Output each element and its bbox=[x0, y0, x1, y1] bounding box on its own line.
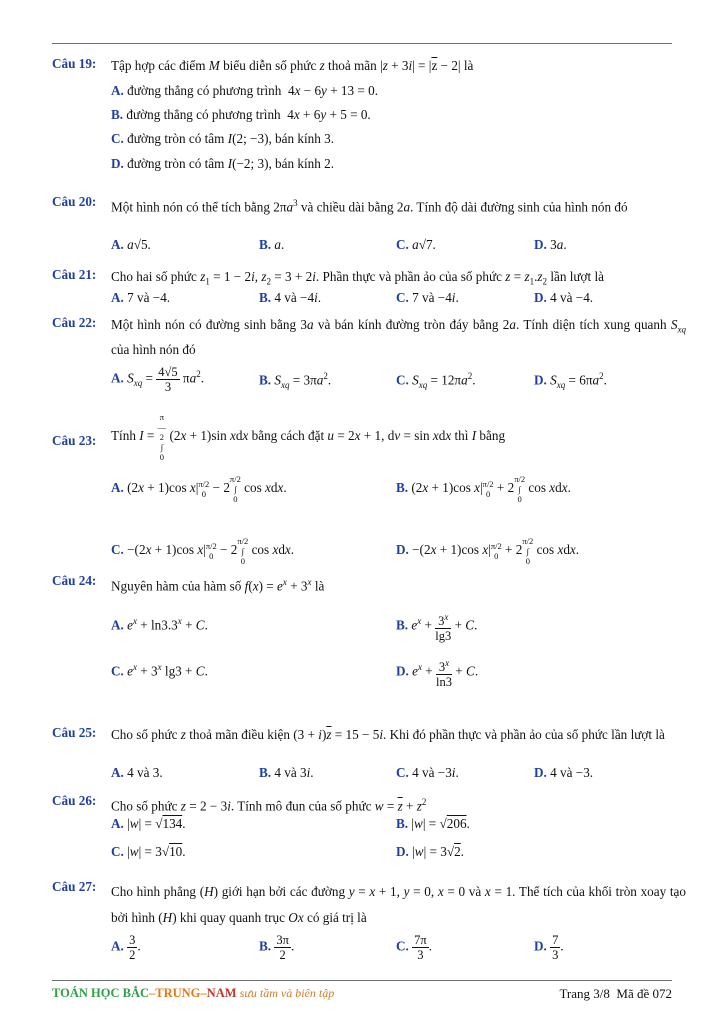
footer-rule bbox=[52, 980, 672, 981]
question-24 bbox=[52, 573, 686, 690]
question-label: Câu 24: bbox=[52, 573, 97, 588]
option-a[interactable]: A. a√5. bbox=[111, 237, 151, 252]
option-a[interactable]: A. đường thẳng có phương trình 4x − 6y + 13 = 0. bbox=[111, 83, 379, 98]
option-a[interactable]: A. $S_{xq}$ = $\frac{4√5}{3}$ $\pi a^2$. bbox=[111, 365, 204, 394]
question-text: Cho hình phẳng (H) giới hạn bởi các đường y = x + 1, y = 0, x = 0 và x = 1. Thể tích của khối tròn xoay tạo bởi hình (H) khi quay quanh trục Ox có giá trị là bbox=[111, 884, 686, 925]
option-d[interactable]: D. $\frac{7}{3}$ . bbox=[534, 933, 564, 962]
question-19 bbox=[52, 56, 686, 171]
option-c[interactable]: C. đường tròn có tâm I(2; −3), bán kính 3. bbox=[111, 131, 335, 146]
question-text: Nguyên hàm của hàm số $f(x) = e^x + 3^x$ là bbox=[111, 577, 325, 594]
question-26 bbox=[52, 793, 686, 859]
option-b[interactable]: B. $e^x$ + $\frac{3^x}{\lg 3}$ + C. bbox=[396, 612, 478, 644]
question-label: Câu 21: bbox=[52, 267, 97, 282]
option-a[interactable]: A. $e^x + \ln 3.3^x + C$. bbox=[111, 616, 208, 633]
question-label: Câu 19: bbox=[52, 56, 97, 71]
brand-dash: – bbox=[149, 986, 156, 1000]
question-label: Câu 25: bbox=[52, 725, 97, 740]
option-b[interactable]: B. (2x + 1)cos x|π/2 0 + 2π/2 ∫ 0 cos xdx. bbox=[396, 474, 571, 504]
option-c[interactable]: C. 4 và −3i. bbox=[396, 765, 459, 780]
page-number: Trang 3/8 bbox=[559, 986, 610, 1001]
option-d[interactable]: D. $e^x$ + $\frac{3^x}{\ln 3}$ + C. bbox=[396, 658, 479, 690]
question-label: Câu 20: bbox=[52, 194, 97, 209]
option-d[interactable]: D. 4 và −3. bbox=[534, 765, 594, 780]
question-label: Câu 22: bbox=[52, 315, 97, 330]
question-25 bbox=[52, 725, 686, 780]
option-c[interactable]: C. $e^x + 3^x$ lg3 + C. bbox=[111, 662, 208, 679]
option-d[interactable]: D. đường tròn có tâm I(−2; 3), bán kính 2. bbox=[111, 156, 335, 171]
option-b[interactable]: B. a. bbox=[259, 237, 285, 252]
question-27 bbox=[52, 879, 686, 962]
option-c[interactable]: C. $\frac{7\pi}{3}$ . bbox=[396, 933, 432, 962]
option-b[interactable]: B. $S_{xq} = 3\pi a^2$. bbox=[259, 371, 332, 391]
question-text: Một hình nón có thể tích bằng $2\pi a^3$ và chiều dài bằng 2a. Tính độ dài đường sinh của hình nón đó bbox=[111, 198, 628, 215]
option-a[interactable]: A. $\frac{3}{2}$ . bbox=[111, 933, 141, 962]
question-text: Tập hợp các điểm M biểu diễn số phức z thoả mãn $|z + 3i| = |\overline{z} - 2|$ là bbox=[111, 58, 474, 73]
question-label: Câu 23: bbox=[52, 433, 97, 448]
question-text: Cho hai số phức $z_1 = 1 - 2i$, $z_2 = 3 + 2i$. Phần thực và phần ảo của số phức $z = z_1.z_2$ lần lượt là bbox=[111, 269, 604, 287]
footer-page-info bbox=[559, 986, 672, 1002]
question-20 bbox=[52, 194, 686, 252]
question-21 bbox=[52, 267, 686, 305]
option-b[interactable]: B. 4 và −4i. bbox=[259, 290, 322, 305]
option-c[interactable]: C. 7 và −4i. bbox=[396, 290, 459, 305]
option-d[interactable]: D. 3a. bbox=[534, 237, 567, 252]
option-d[interactable]: D. −(2x + 1)cos x|π/2 0 + 2π/2 ∫ 0 cos xdx. bbox=[396, 536, 580, 566]
brand-part: TOÁN HỌC BẮC bbox=[52, 986, 150, 1000]
exam-code: Mã đề 072 bbox=[616, 986, 672, 1001]
option-c[interactable]: C. −(2x + 1)cos x|π/2 0 − 2π/2 ∫ 0 cos xdx. bbox=[111, 536, 295, 566]
option-d[interactable]: D. |w| = 3√2. bbox=[396, 844, 464, 859]
brand-tagline: sưu tầm và biên tập bbox=[239, 986, 335, 1000]
question-text: Cho số phức z = 2 − 3i. Tính mô đun của số phức $w = \overline{z} + z^2$ bbox=[111, 797, 427, 814]
option-d[interactable]: D. 4 và −4. bbox=[534, 290, 594, 305]
option-b[interactable]: B. $\frac{3\pi}{2}$ . bbox=[259, 933, 295, 962]
footer-brand bbox=[52, 986, 334, 1001]
option-a[interactable]: A. |w| = √134. bbox=[111, 816, 186, 831]
option-b[interactable]: B. |w| = √206. bbox=[396, 816, 470, 831]
option-b[interactable]: B. đường thẳng có phương trình 4x + 6y + 5 = 0. bbox=[111, 107, 371, 122]
question-label: Câu 26: bbox=[52, 793, 97, 808]
option-a[interactable]: A. 4 và 3. bbox=[111, 765, 163, 780]
option-b[interactable]: B. 4 và 3i. bbox=[259, 765, 314, 780]
option-d[interactable]: D. $S_{xq} = 6\pi a^2$. bbox=[534, 371, 607, 391]
question-text: Một hình nón có đường sinh bằng 3a và bán kính đường tròn đáy bằng 2a. Tính diện tích xung quanh $S_{xq}$ của hình nón đó bbox=[111, 317, 686, 357]
question-label: Câu 27: bbox=[52, 879, 97, 894]
question-text: Tính I = π — 2 ∫ 0 (2x + 1)sin xdx bằng cách đặt u = 2x + 1, dv = sin xdx thì I bằng bbox=[111, 412, 506, 462]
question-text: Cho số phức z thoả mãn điều kiện $(3 + i)\overline{z} = 15 - 5i$. Khi đó phần thực và phần ảo của số phức lần lượt là bbox=[111, 727, 665, 742]
question-22 bbox=[52, 315, 686, 394]
brand-part: NAM bbox=[206, 986, 237, 1000]
option-a[interactable]: A. 7 và −4. bbox=[111, 290, 171, 305]
brand-dash: – bbox=[200, 986, 207, 1000]
top-rule bbox=[52, 43, 672, 44]
option-c[interactable]: C. a√7. bbox=[396, 237, 436, 252]
option-c[interactable]: C. $S_{xq} = 12\pi a^2$. bbox=[396, 371, 476, 391]
option-a[interactable]: A. (2x + 1)cos x|π/2 0 − 2π/2 ∫ 0 cos xdx. bbox=[111, 474, 287, 504]
question-23 bbox=[52, 412, 686, 566]
brand-part: TRUNG bbox=[155, 986, 201, 1000]
option-c[interactable]: C. |w| = 3√10. bbox=[111, 844, 186, 859]
